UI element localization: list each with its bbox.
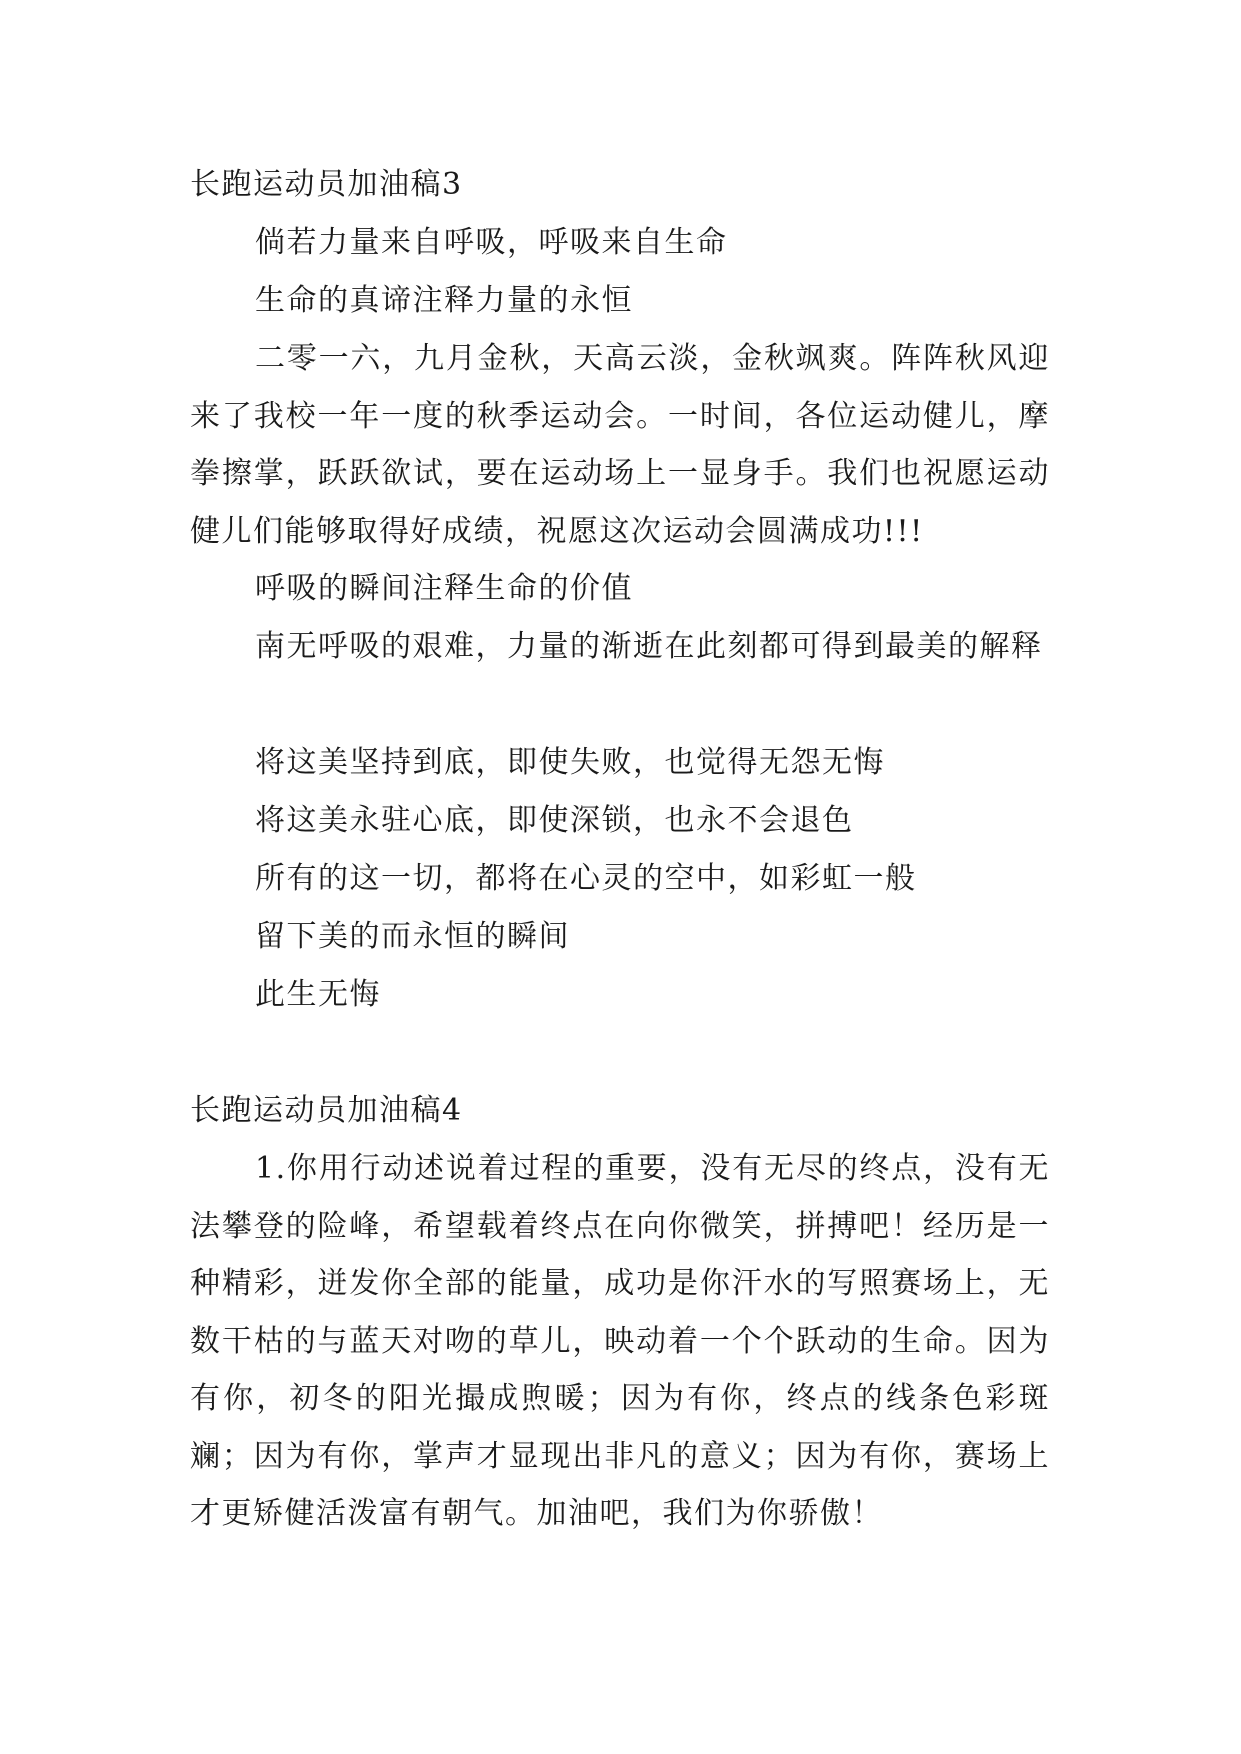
section3-line-1: 倘若力量来自呼吸，呼吸来自生命 xyxy=(255,225,728,260)
section3-line-2: 生命的真谛注释力量的永恒 xyxy=(255,283,633,318)
section3-line-end-4: 留下美的而永恒的瞬间 xyxy=(255,919,570,954)
section3-line-breath: 呼吸的瞬间注释生命的价值 xyxy=(255,571,633,606)
section4-heading: 长跑运动员加油稿4 xyxy=(190,1093,463,1128)
section3-line-end-1: 将这美坚持到底，即使失败，也觉得无怨无悔 xyxy=(255,745,885,780)
section3-line-end-5: 此生无悔 xyxy=(255,977,381,1012)
section3-heading: 长跑运动员加油稿3 xyxy=(190,167,463,202)
section3-paragraph: 二零一六，九月金秋，天高云淡，金秋飒爽。阵阵秋风迎来了我校一年一度的秋季运动会。一时间，各位运动健儿，摩拳擦掌，跃跃欲试，要在运动场上一显身手。我们也祝愿运动健儿们能够取得好成绩，祝愿这次运动会圆满成功!!! xyxy=(190,341,1050,549)
section3-paragraph-2: 南无呼吸的艰难，力量的渐逝在此刻都可得到最美的解释 xyxy=(255,629,1043,664)
section3-line-end-3: 所有的这一切，都将在心灵的空中，如彩虹一般 xyxy=(255,861,917,896)
section4-paragraph: 1.你用行动述说着过程的重要，没有无尽的终点，没有无法攀登的险峰，希望载着终点在向你微笑，拼搏吧！经历是一种精彩，迸发你全部的能量，成功是你汗水的写照赛场上，无数干枯的与蓝天对吻的草儿，映动着一个个跃动的生命。因为有你，初冬的阳光撮成煦暖；因为有你，终点的线条色彩斑斓；因为有你，掌声才显现出非凡的意义；因为有你，赛场上才更矫健活泼富有朝气。加油吧，我们为你骄傲！ xyxy=(190,1151,1050,1531)
section3-line-end-2: 将这美永驻心底，即使深锁，也永不会退色 xyxy=(255,803,854,838)
